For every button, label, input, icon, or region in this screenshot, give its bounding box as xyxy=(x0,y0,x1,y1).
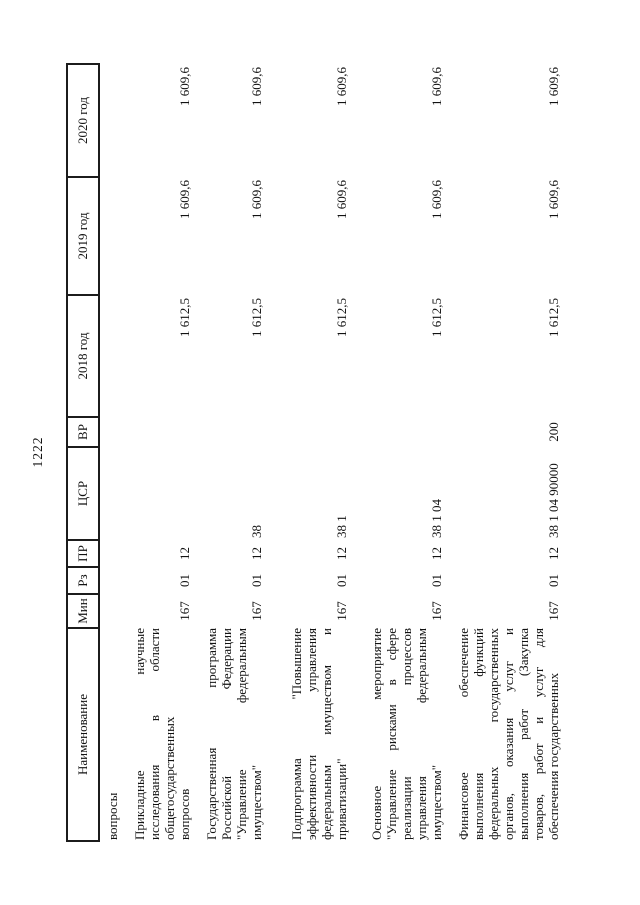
table-row xyxy=(120,64,192,841)
table-cell-name: Прикладные научные исследования в области общегосударственных вопросов xyxy=(132,628,192,840)
table-cell-2019 xyxy=(99,177,120,295)
table-cell-name: Государственная программа Российской Федерации "Управление федеральным имуществом" xyxy=(204,628,264,840)
table-cell-rz: 01 xyxy=(429,574,444,587)
table-cell-rz: 01 xyxy=(334,574,349,587)
table-cell-pr xyxy=(99,540,120,567)
table-cell-min: 167 xyxy=(334,601,349,621)
table-cell-vr xyxy=(192,417,264,447)
table-cell-2020 xyxy=(99,64,120,177)
table-header xyxy=(67,64,99,841)
table-cell-csr: 38 1 xyxy=(334,515,349,538)
table-cell-pr: 12 xyxy=(334,547,349,560)
table-cell-vr: 200 xyxy=(546,422,561,442)
table-row xyxy=(192,64,264,841)
table-cell-2018: 1 612,5 xyxy=(429,298,444,337)
table-row xyxy=(99,64,120,841)
table-cell-name: Подпрограмма "Повышение эффективности управления федеральным имуществом и приватизации" xyxy=(289,628,349,840)
table-cell-rz xyxy=(99,567,120,594)
table-cell-2020: 1 609,6 xyxy=(546,67,561,106)
table-cell-pr: 12 xyxy=(177,547,192,560)
table-body xyxy=(99,64,561,841)
column-header-2018: 2018 год xyxy=(67,295,99,417)
table-cell-2019: 1 609,6 xyxy=(177,180,192,219)
table-cell-min xyxy=(99,594,120,628)
table-cell-min: 167 xyxy=(249,601,264,621)
table-cell-rz: 01 xyxy=(546,574,561,587)
column-header-2020: 2020 год xyxy=(67,64,99,177)
table-cell-2018: 1 612,5 xyxy=(334,298,349,337)
table-cell-csr: 38 1 04 90000 xyxy=(546,463,561,538)
page-number: 1222 xyxy=(30,436,45,468)
table-cell-min: 167 xyxy=(177,601,192,621)
table-cell-2018 xyxy=(99,295,120,417)
table-cell-pr: 12 xyxy=(546,547,561,560)
table-cell-2020: 1 609,6 xyxy=(249,67,264,106)
column-header-csr: ЦСР xyxy=(67,447,99,540)
column-header-2019: 2019 год xyxy=(67,177,99,295)
table-row xyxy=(264,64,349,841)
table-cell-min: 167 xyxy=(429,601,444,621)
table-cell-name: вопросы xyxy=(105,792,120,840)
table-cell-2018: 1 612,5 xyxy=(249,298,264,337)
table-cell-vr xyxy=(264,417,349,447)
table-cell-pr: 12 xyxy=(249,547,264,560)
table-cell-csr: 38 xyxy=(249,525,264,538)
table-cell-name: Основное мероприятие "Управление рисками в сфере реализации процессов управления федеральным имуществом" xyxy=(369,628,444,840)
table-cell-vr xyxy=(120,417,192,447)
table-cell-2018: 1 612,5 xyxy=(177,298,192,337)
table-cell-vr xyxy=(349,417,444,447)
table-cell-rz: 01 xyxy=(249,574,264,587)
table-row xyxy=(349,64,444,841)
table-cell-csr: 38 1 04 xyxy=(429,499,444,538)
table-cell-2018: 1 612,5 xyxy=(546,298,561,337)
column-header-pr: ПР xyxy=(67,540,99,567)
table-cell-2019: 1 609,6 xyxy=(546,180,561,219)
budget-table xyxy=(66,63,561,842)
table-header-row xyxy=(67,64,99,841)
column-header-min: Мин xyxy=(67,594,99,628)
column-header-vr: ВР xyxy=(67,417,99,447)
table-row xyxy=(444,64,561,841)
table-cell-csr xyxy=(99,447,120,540)
table-cell-csr xyxy=(120,447,192,540)
table-cell-2019: 1 609,6 xyxy=(249,180,264,219)
table-cell-rz: 01 xyxy=(177,574,192,587)
table-cell-name: Финансовое обеспечение выполнения функций федеральных государственных органов, оказания услуг и выполнения работ (Закупка товаров, работ и услуг для обеспечения государственных xyxy=(456,628,561,840)
table-cell-2020: 1 609,6 xyxy=(177,67,192,106)
table-cell-2019: 1 609,6 xyxy=(429,180,444,219)
table-cell-vr xyxy=(99,417,120,447)
table-cell-pr: 12 xyxy=(429,547,444,560)
column-header-rz: Рз xyxy=(67,567,99,594)
table-cell-2020: 1 609,6 xyxy=(334,67,349,106)
table-cell-min: 167 xyxy=(546,601,561,621)
table-cell-2020: 1 609,6 xyxy=(429,67,444,106)
column-header-name: Наименование xyxy=(67,628,99,841)
table-cell-2019: 1 609,6 xyxy=(334,180,349,219)
